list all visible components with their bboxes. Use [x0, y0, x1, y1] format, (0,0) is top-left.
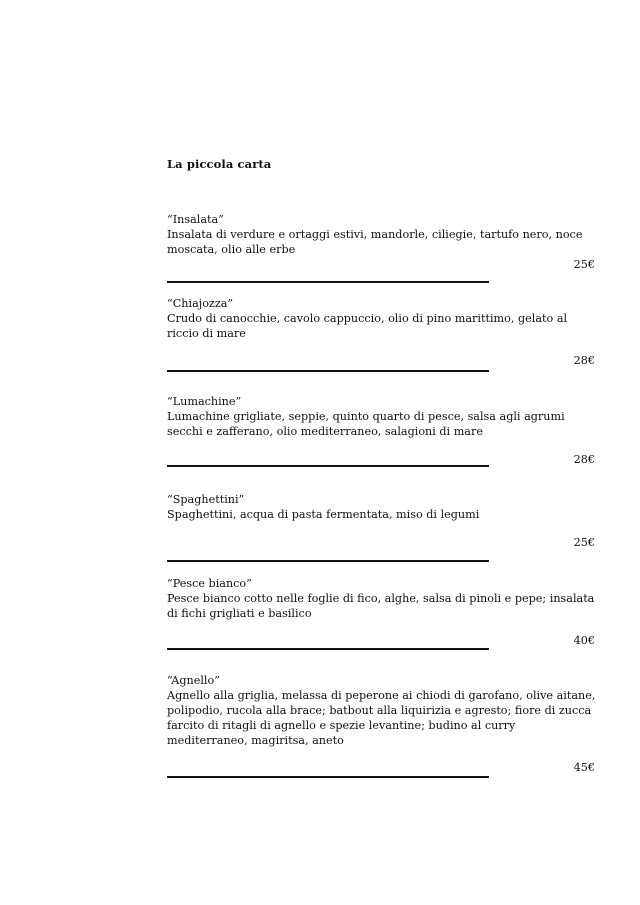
menu-item: [167, 492, 597, 522]
menu-item-description: Agnello alla griglia, melassa di peperone ai chiodi di garofano, olive aitane, polipodio, rucola alla brace; batbout alla liquirizia e agresto; fiore di zucca farcito di ritagli di agnello e spezie levantine; budino al curry mediterraneo, magiritsa, aneto: [167, 689, 596, 747]
menu-item-price: 28€: [573, 453, 595, 466]
menu-item-description: Insalata di verdure e ortaggi estivi, mandorle, ciliegie, tartufo nero, noce moscata, olio alle erbe: [167, 228, 583, 256]
menu-item: [167, 394, 597, 439]
menu-item-name: “Agnello”: [167, 674, 220, 687]
menu-item-description: Pesce bianco cotto nelle foglie di fico, alghe, salsa di pinoli e pepe; insalata di fichi grigliati e basilico: [167, 592, 595, 620]
menu-item-name: “Chiajozza”: [167, 297, 234, 310]
menu-item-price: 25€: [573, 258, 595, 271]
page-title: La piccola carta: [167, 157, 272, 171]
divider: [167, 281, 489, 283]
menu-item-name: “Lumachine”: [167, 395, 242, 408]
menu-item-description: Crudo di canocchie, cavolo cappuccio, olio di pino marittimo, gelato al riccio di mare: [167, 312, 568, 340]
menu-item-description: Lumachine grigliate, seppie, quinto quarto di pesce, salsa agli agrumi secchi e zafferano, olio mediterraneo, salagioni di mare: [167, 410, 565, 438]
menu-item-description: Spaghettini, acqua di pasta fermentata, miso di legumi: [167, 508, 480, 521]
menu-item-name: “Insalata”: [167, 213, 224, 226]
menu-item-price: 40€: [573, 634, 595, 647]
divider: [167, 776, 489, 778]
menu-item-price: 28€: [573, 354, 595, 367]
divider: [167, 370, 489, 372]
menu-item-name: “Spaghettini”: [167, 493, 245, 506]
divider: [167, 560, 489, 562]
menu-item: [167, 673, 597, 748]
divider: [167, 648, 489, 650]
menu-item-price: 25€: [573, 536, 595, 549]
menu-item: [167, 212, 597, 257]
menu-item: [167, 296, 597, 341]
menu-item-name: “Pesce bianco”: [167, 577, 252, 590]
menu-item: [167, 576, 597, 621]
menu-item-price: 45€: [573, 761, 595, 774]
